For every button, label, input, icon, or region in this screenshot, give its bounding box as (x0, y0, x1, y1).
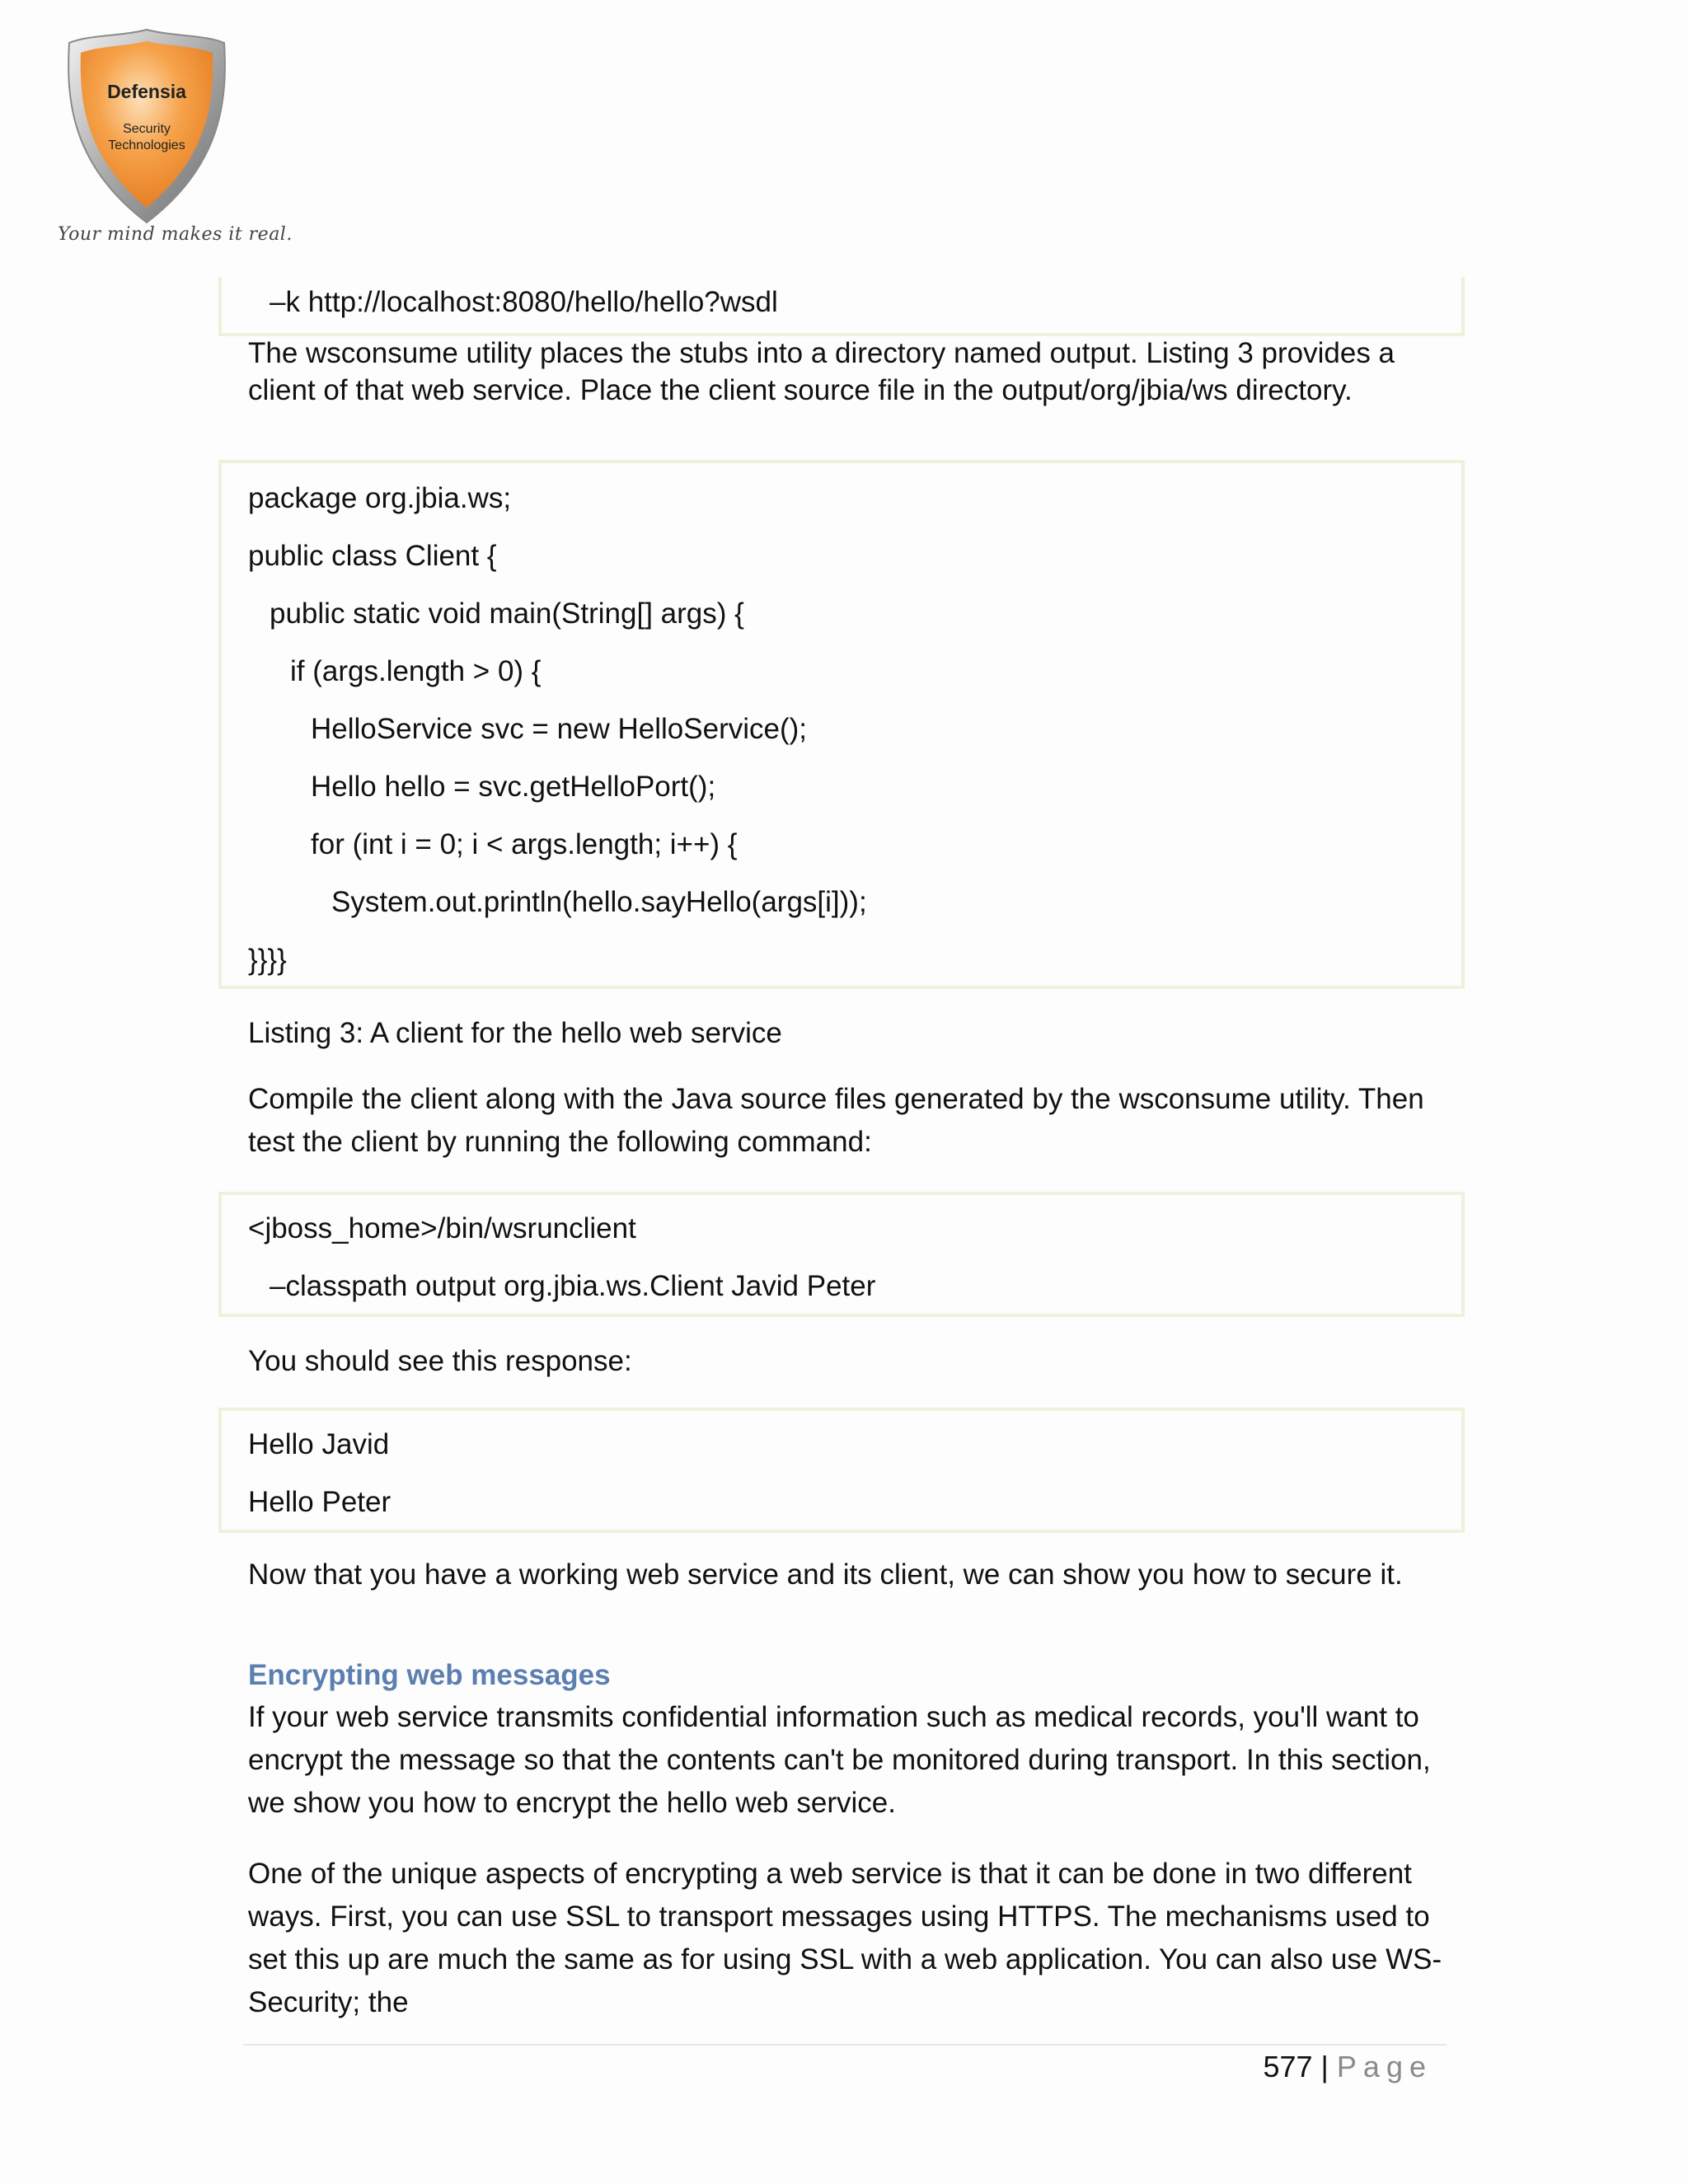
section-paragraph-1: If your web service transmits confidential information such as medical records, you'll want to encrypt the message so that the contents can't be monitored during transport. In this section, we show you how to encrypt the hello web service. (248, 1701, 1431, 1819)
code-line: Hello hello = svc.getHelloPort(); (311, 771, 716, 803)
section-heading: Encrypting web messages (248, 1659, 611, 1691)
code-line: System.out.println(hello.sayHello(args[i])); (331, 886, 867, 918)
code-line: if (args.length > 0) { (290, 655, 542, 687)
code-line: <jboss_home>/bin/wsrunclient (248, 1212, 636, 1244)
listing-caption: Listing 3: A client for the hello web service (248, 1017, 782, 1049)
footer-separator: | (1320, 2050, 1329, 2083)
defensia-logo (56, 25, 237, 255)
code-line: package org.jbia.ws; (248, 482, 512, 514)
code-line: for (int i = 0; i < args.length; i++) { (311, 828, 738, 860)
code-line: Hello Javid (248, 1428, 390, 1460)
logo-name: Defensia (107, 81, 186, 102)
secure-paragraph: Now that you have a working web service and its client, we can show you how to secure it. (248, 1558, 1403, 1591)
code-line: }}}} (248, 944, 287, 976)
page-word: Page (1336, 2050, 1432, 2083)
code-line: –k http://localhost:8080/hello/hello?wsdl (270, 286, 778, 318)
compile-paragraph: Compile the client along with the Java source files generated by the wsconsume utility. Then test the client by running the following command: (248, 1083, 1424, 1158)
intro-paragraph: The wsconsume utility places the stubs into a directory named output. Listing 3 provides a client of that web service. Place the client source file in the output/org/jbia/ws directory. (248, 337, 1395, 406)
response-label: You should see this response: (248, 1345, 632, 1377)
logo-subtitle-line2: Technologies (108, 138, 185, 152)
page-number: 577 (1263, 2050, 1313, 2083)
page-footer (1263, 2048, 1432, 2086)
code-line: –classpath output org.jbia.ws.Client Javid Peter (270, 1270, 876, 1302)
section-paragraph-2: One of the unique aspects of encrypting a web service is that it can be done in two different ways. First, you can use SSL to transport messages using HTTPS. The mechanisms used to set this up are much the same as for using SSL with a web application. You can also use WS-Security; the (248, 1858, 1442, 2018)
code-line: Hello Peter (248, 1486, 392, 1518)
code-box-listing3 (218, 460, 1465, 989)
code-box-wsdl (218, 277, 1465, 336)
logo-tagline: Your mind makes it real. (58, 224, 293, 245)
logo-subtitle-line1: Security (123, 122, 171, 136)
code-line: public static void main(String[] args) { (270, 598, 744, 630)
code-box-response (218, 1408, 1465, 1533)
code-line: HelloService svc = new HelloService(); (311, 713, 808, 745)
footer-divider (243, 2044, 1447, 2046)
code-box-command (218, 1192, 1465, 1317)
code-line: public class Client { (248, 540, 497, 572)
